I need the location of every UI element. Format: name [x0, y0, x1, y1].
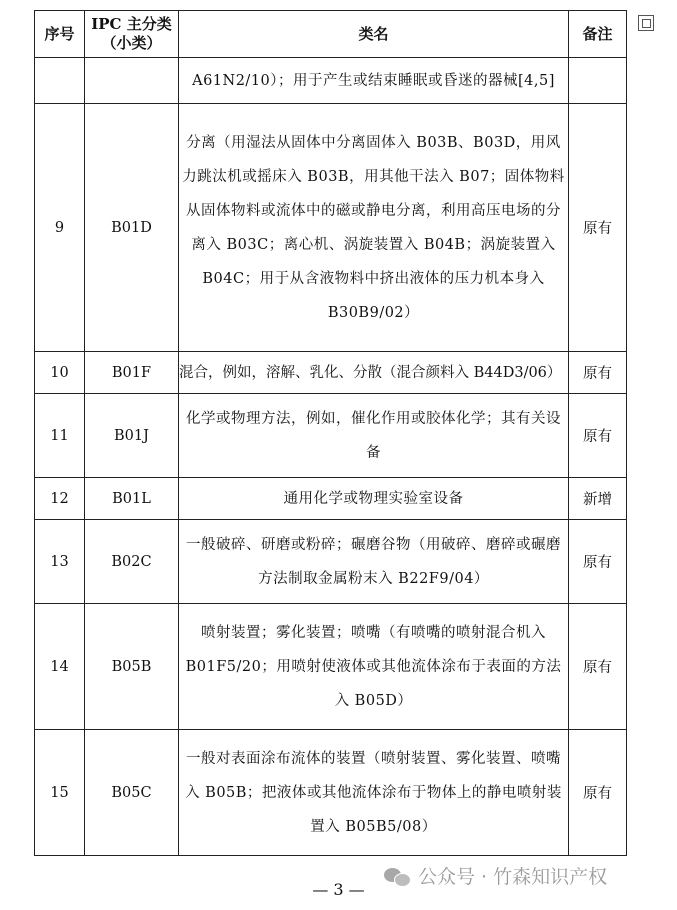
row-note [569, 58, 627, 104]
row-name: 一般对表面涂布流体的装置（喷射装置、雾化装置、喷嘴入 B05B；把液体或其他流体涂布于物体上的静电喷射装置入 B05B5/08） [179, 730, 569, 856]
row-code: B05C [85, 730, 179, 856]
row-code: B02C [85, 520, 179, 604]
row-name: 化学或物理方法，例如，催化作用或胶体化学；其有关设备 [179, 394, 569, 478]
row-name: 混合，例如，溶解、乳化、分散（混合颜料入 B44D3/06） [179, 352, 569, 394]
row-note: 原有 [569, 352, 627, 394]
row-note: 原有 [569, 104, 627, 352]
row-num [35, 58, 85, 104]
row-note: 原有 [569, 394, 627, 478]
table-row [35, 520, 627, 604]
row-name: 一般破碎、研磨或粉碎；碾磨谷物（用破碎、磨碎或碾磨方法制取金属粉末入 B22F9/04） [179, 520, 569, 604]
row-name: 通用化学或物理实验室设备 [179, 478, 569, 520]
header-num: 序号 [35, 11, 85, 58]
header-note: 备注 [569, 11, 627, 58]
row-note: 新增 [569, 478, 627, 520]
row-note: 原有 [569, 520, 627, 604]
row-code: B01D [85, 104, 179, 352]
header-code-line2: （小类） [101, 34, 162, 52]
header-name: 类名 [179, 11, 569, 58]
row-num: 13 [35, 520, 85, 604]
table-row [35, 352, 627, 394]
row-num: 11 [35, 394, 85, 478]
row-code: B01L [85, 478, 179, 520]
row-code: B05B [85, 604, 179, 730]
table-row [35, 478, 627, 520]
ipc-classification-table [34, 10, 627, 856]
row-code [85, 58, 179, 104]
table-row [35, 58, 627, 104]
table-row [35, 604, 627, 730]
header-code [85, 11, 179, 58]
row-name: A61N2/10）；用于产生或结束睡眠或昏迷的器械[4,5] [179, 58, 569, 104]
header-code-line1: IPC 主分类 [91, 15, 172, 33]
row-name: 喷射装置；雾化装置；喷嘴（有喷嘴的喷射混合机入 B01F5/20；用喷射使液体或其他流体涂布于表面的方法入 B05D） [179, 604, 569, 730]
row-num: 10 [35, 352, 85, 394]
row-note: 原有 [569, 604, 627, 730]
page-number: — 3 — [312, 880, 365, 899]
qr-code-icon[interactable] [638, 15, 654, 31]
table-header-row [35, 11, 627, 58]
table-row [35, 394, 627, 478]
row-code: B01J [85, 394, 179, 478]
table-row [35, 730, 627, 856]
row-num: 12 [35, 478, 85, 520]
row-name: 分离（用湿法从固体中分离固体入 B03B、B03D，用风力跳汰机或摇床入 B03B，用其他干法入 B07；固体物料从固体物料或流体中的磁或静电分离，利用高压电场的分离入 B03C；离心机、涡旋装置入 B04B；涡旋装置入 B04C；用于从含液物料中挤出液体的压力机本身入 B30B9/02） [179, 104, 569, 352]
table-row [35, 104, 627, 352]
watermark-text: 公众号 · 竹森知识产权 [418, 866, 608, 888]
row-note: 原有 [569, 730, 627, 856]
row-num: 9 [35, 104, 85, 352]
row-num: 14 [35, 604, 85, 730]
row-num: 15 [35, 730, 85, 856]
row-code: B01F [85, 352, 179, 394]
